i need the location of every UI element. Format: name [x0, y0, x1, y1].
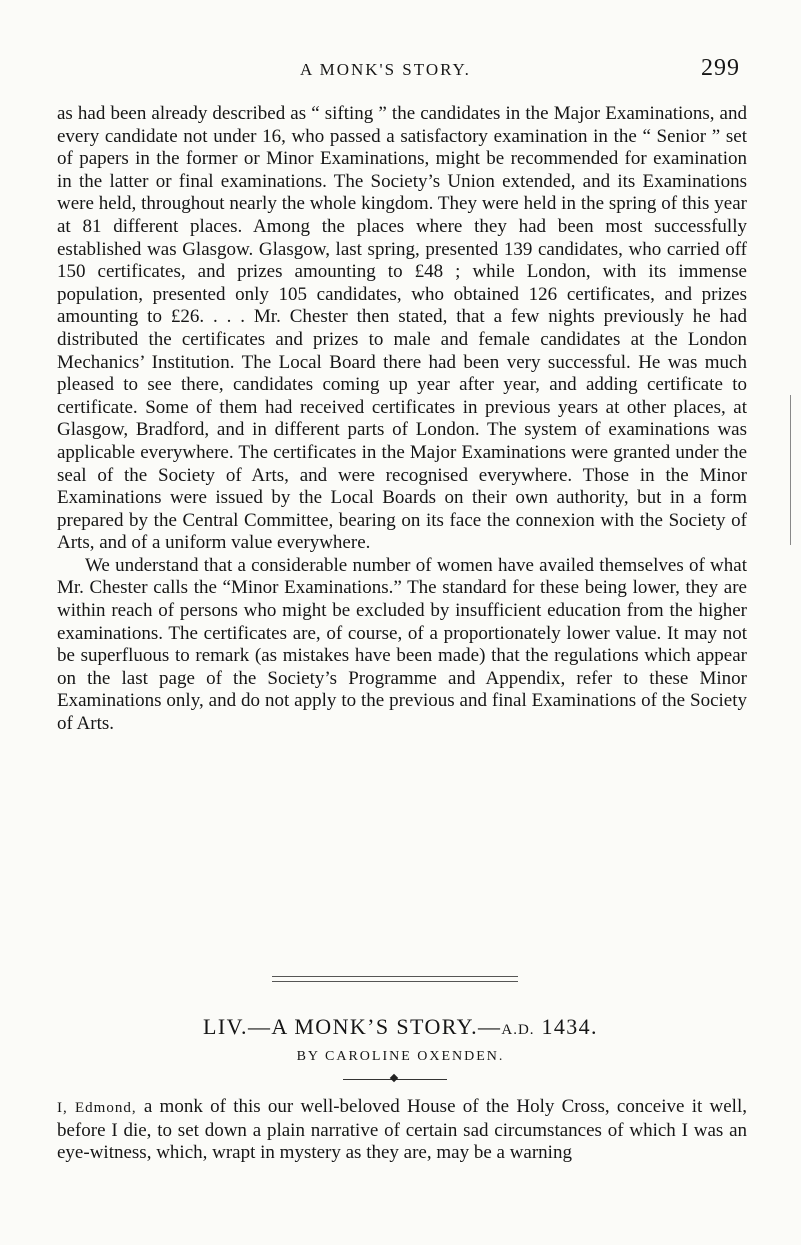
story-opening-word: I, Edmond,	[57, 1100, 137, 1116]
body-paragraph: We understand that a considerable number of women have availed themselves of what Mr. Chester calls the “Minor Examinations.” The standard for these being lower, they are within reach of persons who might be excluded by insufficient education from the higher examinations. The certificates are, of course, of a proportionately lower value. It may not be superfluous to remark (as mistakes have been made) that the regulations which appear on the last page of the Society’s Programme and Appendix, refer to these Minor Examinations only, and do not apply to the previous and final Examinations of the Society of Arts.	[57, 554, 747, 735]
body-paragraph: as had been already described as “ sifting ” the candidates in the Major Examinations, and every candidate not under 16, who passed a satisfactory examination in the “ Senior ” set of papers in the former or Minor Examinations, might be recommended for examination in the latter or final examinations. The Society’s Union extended, and its Examinations were held, throughout nearly the whole kingdom. They were held in the spring of this year at 81 different places. Among the places where they had been most successfully established was Glasgow. Glasgow, last spring, presented 139 candidates, who carried off 150 certificates, and prizes amounting to £48 ; while London, with its immense population, presented only 105 candidates, who obtained 126 certificates, and prizes amounting to £26. . . . Mr. Chester then stated, that a few nights previously he had distributed the certificates and prizes to male and female candidates at the London Mechanics’ Institution. The Local Board there had been very successful. He was much pleased to see there, candidates coming up year after year, and adding certificate to certificate. Some of them had received certificates in previous years at other places, at Glasgow, Bradford, and in different parts of London. The system of examinations was applicable everywhere. The certificates in the Major Examinations were granted under the seal of the Society of Arts, and were recognised everywhere. Those in the Minor Examinations were issued by the Local Boards on their own authority, but in a form prepared by the Central Committee, bearing on its face the connexion with the Society of Arts, and of a uniform value everywhere.	[57, 103, 747, 554]
diamond-ornament-icon	[390, 1074, 398, 1082]
chapter-title-era: A.D.	[501, 1022, 535, 1038]
running-header	[0, 55, 801, 88]
running-title: A MONK'S STORY.	[300, 60, 471, 79]
section-divider	[272, 976, 518, 982]
chapter-title-year: 1434.	[534, 1014, 598, 1039]
article-body	[57, 103, 747, 736]
story-paragraph	[57, 1096, 747, 1165]
chapter-title-main: LIV.—A MONK’S STORY.—	[203, 1014, 502, 1039]
author-byline: BY CAROLINE OXENDEN.	[296, 1049, 505, 1064]
story-opening	[57, 1096, 747, 1165]
chapter-title	[0, 1014, 801, 1040]
margin-rule	[790, 395, 791, 545]
story-opening-text: a monk of this our well-beloved House of the Holy Cross, conceive it well, before I die, to set down a plain narrative of certain sad circumstances of which I was an eye-witness, which, wrapt in mystery as they are, may be a warning	[57, 1096, 747, 1164]
page-number: 299	[701, 55, 740, 81]
